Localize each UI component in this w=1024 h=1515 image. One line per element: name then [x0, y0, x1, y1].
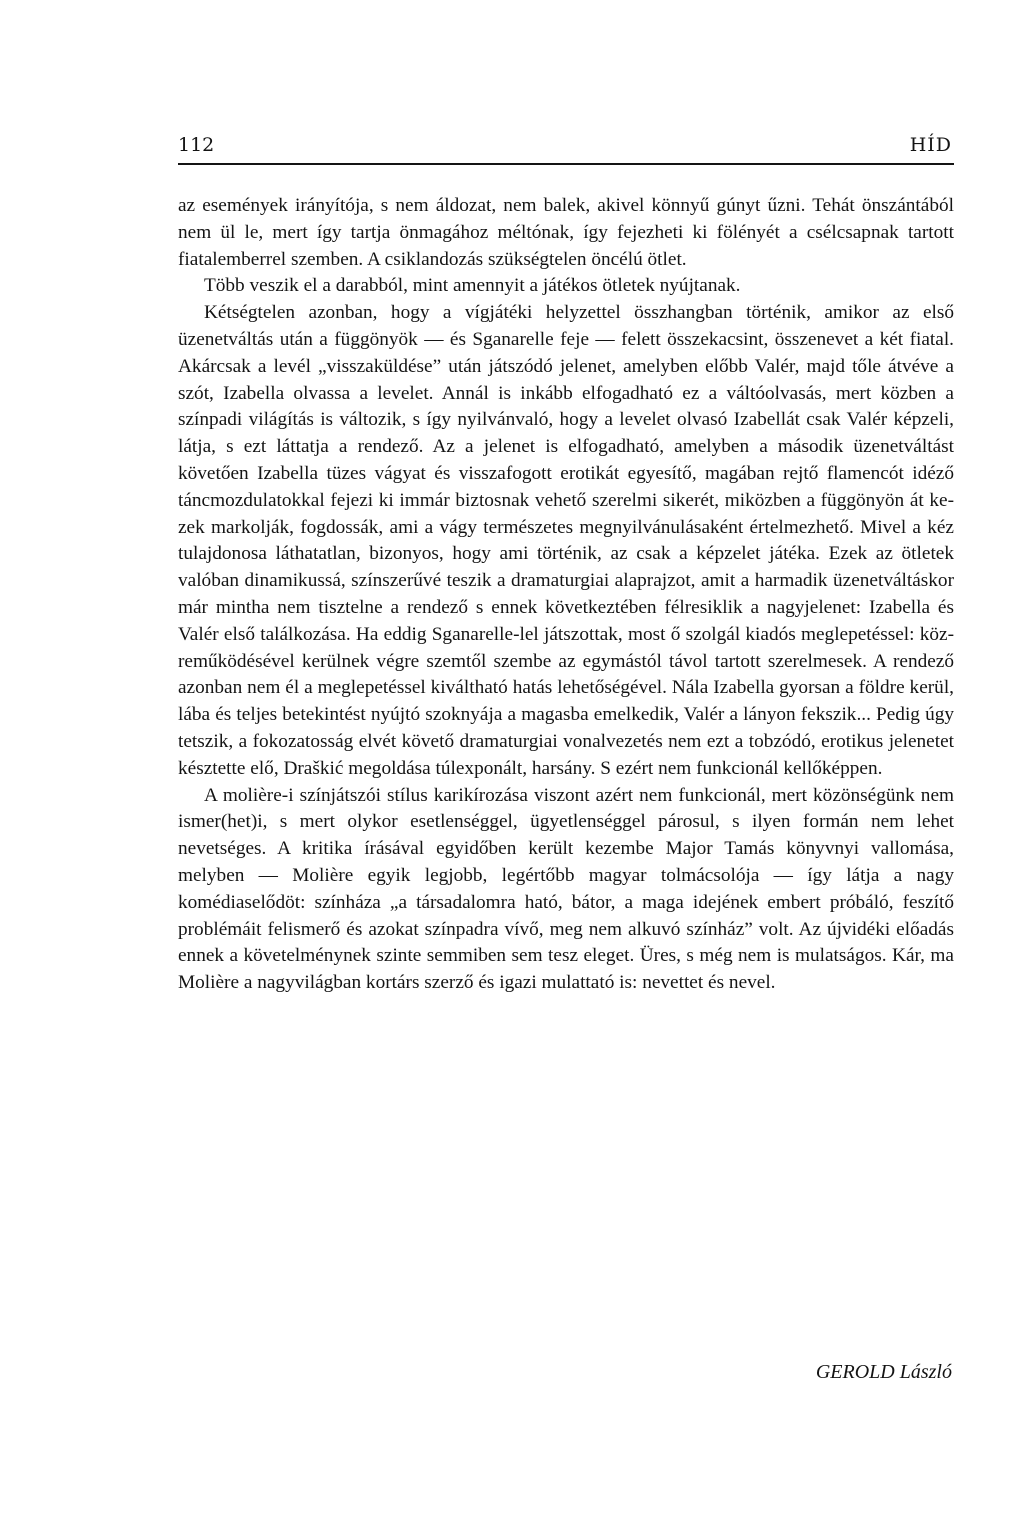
journal-title: HÍD [909, 134, 952, 156]
page-number: 112 [178, 134, 215, 156]
article-body [178, 193, 954, 997]
author-signature: GEROLD László [815, 1361, 952, 1383]
paragraph-2: Több veszik el a darabból, mint amennyit a játékos ötletek nyújtanak. [204, 275, 741, 297]
header-rule [178, 163, 954, 165]
running-header [178, 133, 952, 157]
paragraph-1: az események irányítója, s nem áldozat, nem balek, akivel könnyű gúnyt űzni. Tehát önszántából nem ül le, mert így tartja önmagához méltónak, így fejezheti ki fölényét a csélcsapnak tartott fiatalemberrel szemben. A csiklandozás szükségtelen öncélú ötlet. [178, 195, 954, 270]
paragraph-3: Kétségtelen azonban, hogy a vígjátéki helyzettel összhangban történik, amikor az első üzenetváltás után a függönyök — és Sganarelle feje — felett összekacsint, összenevet a két fiatal. Akárcsak a levél „visszaküldése” után játszódó jelenet, amelyben előbb Valér, majd tőle átvéve a szót, Izabella olvassa a levelet. Annál is inkább elfogadható ez a váltóolvasás, mert közben a színpadi világítás is változik, s így nyilvánvaló, hogy a levelet olvasó Izabellát csak Valér képzeli, látja, s ezt láttatja a rendező. Az a jelenet is elfogadható, amelyben a második üzenetváltást követően Izabella tüzes vágyat és visszafogott erotikát egyesítő, magában rejtő flamencót idéző táncmozdulatokkal fejezi ki immár biztosnak vehető szerelmi sikerét, miközben a függönyön át kezek markolják, fogdossák, ami a vágy természetes megnyilvánulásaként értelmezhető. Mivel a kéz tulajdonosa láthatatlan, bizonyos, hogy ami történik, az csak a képzelet játéka. Ezek az ötletek valóban dinamikussá, színszerűvé teszik a dramaturgiai alaprajzot, amit a harmadik üzenetváltáskor már mintha nem tisztelne a rendező s ennek következtében félresiklik a nagyjelenet: Izabella és Valér első találkozása. Ha eddig Sganarelle-lel játszottak, most ő szolgál kiadós meglepetéssel: közreműködésével kerülnek végre szemtől szembe az egymástól távol tartott szerelmesek. A rendező azonban nem él a meglepetéssel kiváltható hatás lehetőségével. Nála Izabella gyorsan a földre kerül, lába és teljes betekintést nyújtó szoknyája a magasba emelkedik, Valér a lányon fekszik... Pedig úgy tetszik, a fokozatosság elvét követő dramaturgiai vonalvezetés nem ezt a tobzódó, erotikus jelenetet késztette elő, Draškić megoldása túlexponált, harsány. S ezért nem funkcionál kellőképpen. [178, 302, 954, 779]
paragraph-4: A molière-i színjátszói stílus karikírozása viszont azért nem funkcionál, mert közönségünk nem ismer(het)i, s mert olykor esetlenséggel, ügyetlenséggel párosul, s ilyen formán nem lehet nevetséges. A kritika írásával egyidőben került kezembe Major Tamás könyvnyi vallomása, melyben — Molière egyik legjobb, legértőbb magyar tolmácsolója — így látja a nagy komédiaselődöt: színháza „a társadalomra ható, bátor, a maga idejének embert próbáló, feszítő problémáit felismerő és azokat színpadra vívő, meg nem alkuvó színház” volt. Az újvidéki előadás ennek a követelménynek szinte semmiben sem tesz eleget. Üres, s még nem is mulatságos. Kár, ma Molière a nagyvilágban kortárs szerző és igazi mulattató is: nevettet és nevel. [178, 784, 954, 994]
